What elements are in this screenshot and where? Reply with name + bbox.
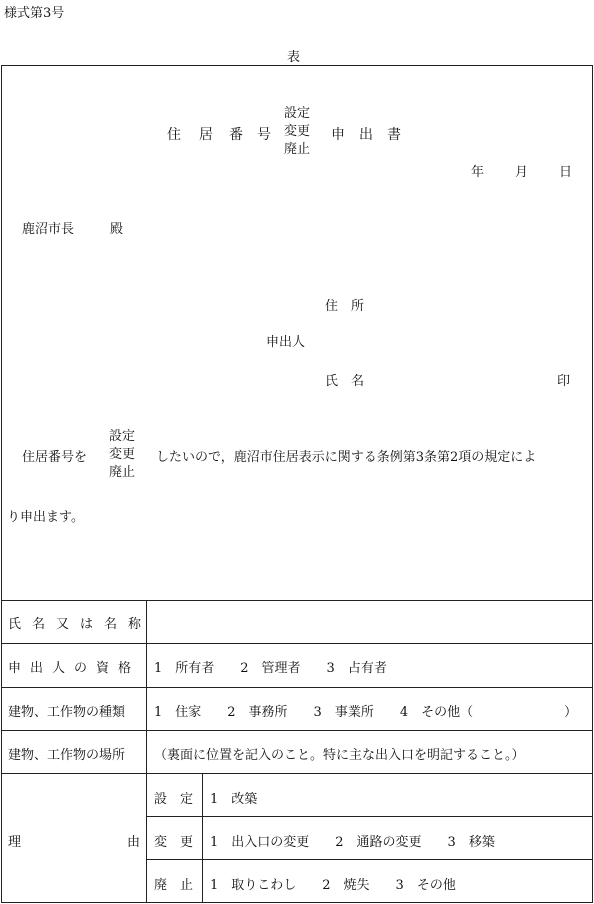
table-top-line	[1, 600, 593, 601]
title-char-4: 号	[257, 127, 271, 143]
title-char-1: 住	[167, 127, 181, 143]
title-options	[284, 105, 310, 159]
table-row-line-4	[1, 773, 593, 774]
statement-option-abolish: 廃止	[109, 465, 136, 480]
date-year-label: 年	[471, 165, 485, 180]
name-label	[8, 613, 153, 632]
statement-option-change: 変更	[109, 447, 136, 462]
addressee-honorific: 殿	[110, 222, 124, 237]
form-frame	[1, 65, 593, 903]
title-char-2: 居	[199, 127, 213, 143]
kind-value: 1 住家 2 事務所 3 事業所 4 その他（ ）	[154, 705, 578, 720]
table-row-line-3	[1, 730, 593, 731]
qualification-label-text: 申出人の資格	[8, 661, 141, 676]
applicant-label: 申出人	[266, 335, 306, 350]
reason-detail-abolish: 1 取りこわし 2 焼失 3 その他	[210, 878, 456, 893]
reason-row-line-2	[146, 859, 593, 860]
applicant-address-label: 住 所	[325, 299, 365, 314]
statement-options	[109, 428, 135, 482]
reason-detail-set: 1 改築	[210, 792, 258, 807]
title-option-change: 変更	[284, 124, 311, 139]
reason-col-line	[202, 773, 203, 903]
reason-row-line-1	[146, 816, 593, 817]
seal-mark: 印	[557, 374, 571, 389]
date-month-label: 月	[515, 165, 529, 180]
title-option-set: 設定	[284, 106, 311, 121]
reason-detail-change: 1 出入口の変更 2 通路の変更 3 移築	[210, 835, 495, 850]
statement-continuation: り申出ます。	[7, 510, 84, 525]
title-suffix-1: 申	[331, 127, 345, 143]
qualification-value: 1 所有者 2 管理者 3 占有者	[154, 661, 387, 676]
reason-type-set: 設 定	[154, 792, 194, 807]
applicant-name-label: 氏 名	[325, 374, 365, 389]
reason-label-left: 理	[8, 835, 22, 850]
addressee-mayor: 鹿沼市長	[22, 222, 75, 237]
title-option-abolish: 廃止	[284, 142, 311, 157]
location-value: （裏面に位置を記入のこと。特に主な出入口を明記すること。）	[154, 748, 525, 763]
location-label	[8, 744, 140, 763]
form-number: 様式第3号	[4, 6, 65, 21]
reason-type-abolish: 廃 止	[154, 878, 194, 893]
title-suffix-3: 書	[387, 127, 401, 143]
front-label: 表	[287, 50, 301, 65]
table-row-line-2	[1, 687, 593, 688]
title-char-3: 番	[229, 127, 243, 143]
date-day-label: 日	[559, 165, 573, 180]
title-suffix-2: 出	[359, 127, 373, 143]
statement-option-set: 設定	[109, 429, 136, 444]
table-col-line	[146, 600, 147, 903]
statement-prefix: 住居番号を	[22, 450, 88, 465]
reason-label-right: 由	[127, 835, 141, 850]
kind-label	[8, 701, 140, 720]
name-label-text: 氏名又は名称	[8, 617, 153, 632]
reason-type-change: 変 更	[154, 835, 194, 850]
kind-label-text: 建物、工作物の種類	[8, 705, 126, 720]
statement-main: したいので，鹿沼市住居表示に関する条例第3条第2項の規定によ	[156, 450, 537, 465]
location-label-text: 建物、工作物の場所	[8, 748, 126, 763]
table-row-line-1	[1, 643, 593, 644]
qualification-label	[8, 657, 140, 676]
